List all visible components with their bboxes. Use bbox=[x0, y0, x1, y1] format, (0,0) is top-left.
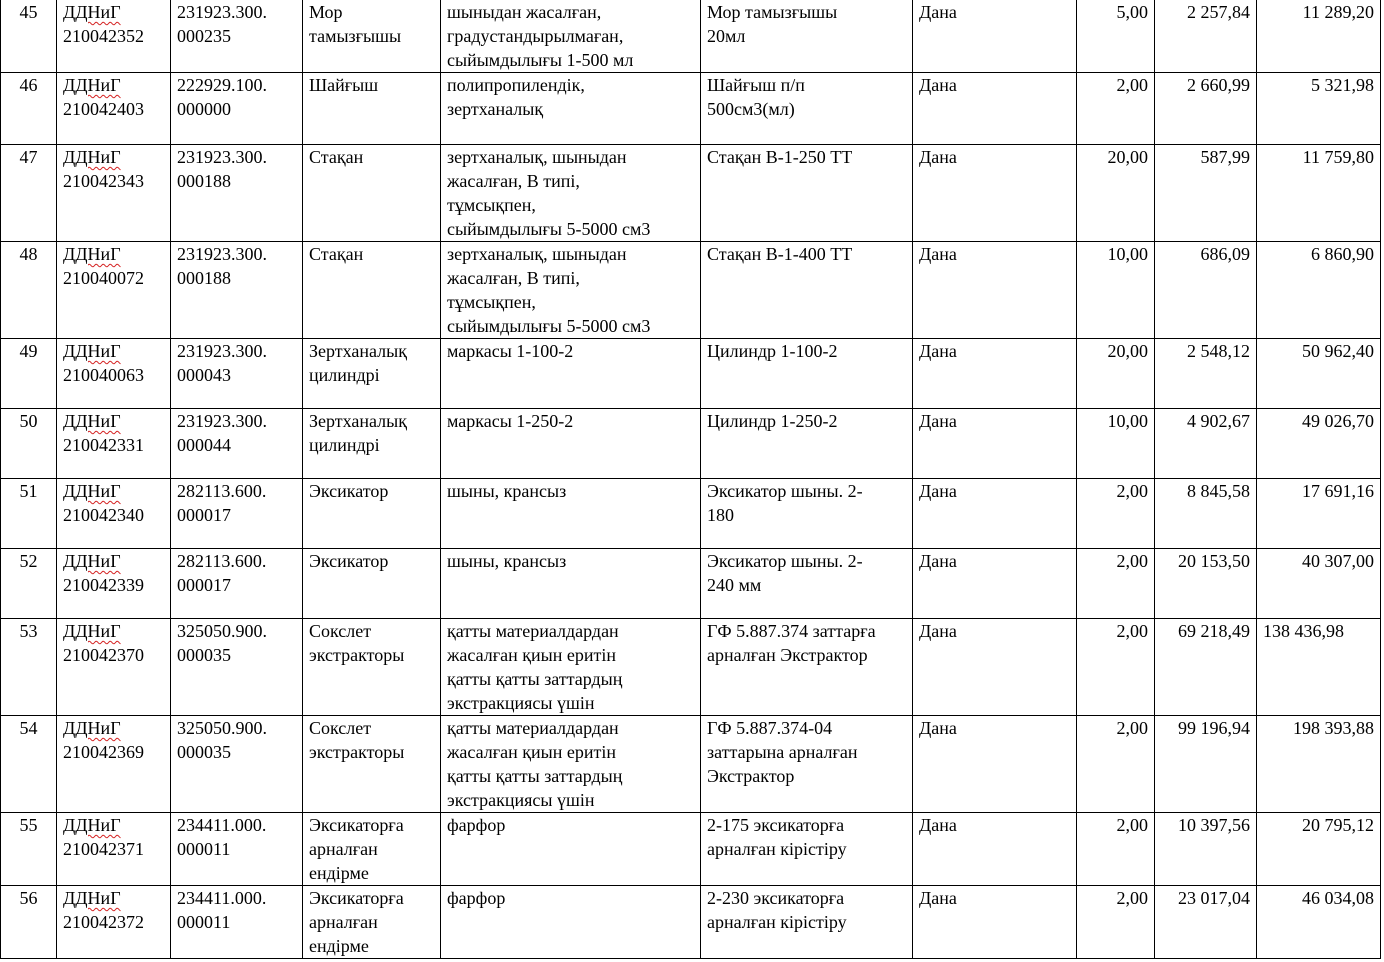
item-code-cell bbox=[57, 479, 171, 549]
table-row bbox=[1, 145, 1381, 242]
item-description-cell: Стақан В-1-400 ТТ bbox=[701, 242, 913, 339]
total-amount-cell: 11 759,80 bbox=[1257, 145, 1381, 242]
item-code-number: 210042352 bbox=[63, 26, 144, 46]
specification-cell: зертханалық, шыныдан жасалған, В типі, тұмсықпен, сыйымдылығы 5-5000 см3 bbox=[441, 242, 701, 339]
item-code-cell bbox=[57, 549, 171, 619]
ktru-code-cell: 325050.900. 000035 bbox=[171, 716, 303, 813]
item-description-cell: Мор тамызғышы 20мл bbox=[701, 0, 913, 73]
quantity-cell: 10,00 bbox=[1077, 242, 1155, 339]
row-number-cell: 55 bbox=[1, 813, 57, 886]
unit-price-cell: 686,09 bbox=[1155, 242, 1257, 339]
unit-cell: Дана bbox=[913, 73, 1077, 145]
ktru-code-cell: 282113.600. 000017 bbox=[171, 479, 303, 549]
table-row bbox=[1, 619, 1381, 716]
item-code-prefix: ДДНиГ bbox=[63, 481, 121, 501]
row-number-cell: 53 bbox=[1, 619, 57, 716]
specification-cell: зертханалық, шыныдан жасалған, В типі, тұмсықпен, сыйымдылығы 5-5000 см3 bbox=[441, 145, 701, 242]
item-name-cell: Шайғыш bbox=[303, 73, 441, 145]
item-code-cell bbox=[57, 145, 171, 242]
total-amount-cell: 49 026,70 bbox=[1257, 409, 1381, 479]
item-name-cell: Мор тамызғышы bbox=[303, 0, 441, 73]
item-code-cell bbox=[57, 242, 171, 339]
total-amount-cell: 5 321,98 bbox=[1257, 73, 1381, 145]
item-code-number: 210042403 bbox=[63, 99, 144, 119]
total-amount-cell: 138 436,98 bbox=[1257, 619, 1381, 716]
item-code-cell bbox=[57, 619, 171, 716]
unit-price-cell: 20 153,50 bbox=[1155, 549, 1257, 619]
item-code-number: 210042372 bbox=[63, 912, 144, 932]
quantity-cell: 2,00 bbox=[1077, 619, 1155, 716]
item-description-cell: Цилиндр 1-250-2 bbox=[701, 409, 913, 479]
item-code-cell bbox=[57, 0, 171, 73]
item-name-cell: Зертханалық цилиндрі bbox=[303, 339, 441, 409]
item-name-cell: Эксикаторға арналған ендірме bbox=[303, 813, 441, 886]
specification-cell: шыныдан жасалған, градустандырылмаған, сыйымдылығы 1-500 мл bbox=[441, 0, 701, 73]
item-code-number: 210042331 bbox=[63, 435, 144, 455]
unit-price-cell: 2 257,84 bbox=[1155, 0, 1257, 73]
total-amount-cell: 198 393,88 bbox=[1257, 716, 1381, 813]
item-code-prefix: ДДНиГ bbox=[63, 75, 121, 95]
quantity-cell: 2,00 bbox=[1077, 479, 1155, 549]
unit-cell: Дана bbox=[913, 549, 1077, 619]
specification-cell: маркасы 1-250-2 bbox=[441, 409, 701, 479]
item-code-number: 210040072 bbox=[63, 268, 144, 288]
specification-cell: қатты материалдардан жасалған қиын еритін қатты қатты заттардың экстракциясы үшін bbox=[441, 619, 701, 716]
unit-price-cell: 2 548,12 bbox=[1155, 339, 1257, 409]
item-description-cell: Стақан В-1-250 ТТ bbox=[701, 145, 913, 242]
row-number-cell: 47 bbox=[1, 145, 57, 242]
item-description-cell: 2-230 эксикаторға арналған кірістіру bbox=[701, 886, 913, 959]
item-code-prefix: ДДНиГ bbox=[63, 621, 121, 641]
total-amount-cell: 46 034,08 bbox=[1257, 886, 1381, 959]
ktru-code-cell: 231923.300. 000188 bbox=[171, 145, 303, 242]
item-name-cell: Эксикатор bbox=[303, 479, 441, 549]
total-amount-cell: 20 795,12 bbox=[1257, 813, 1381, 886]
table-row bbox=[1, 716, 1381, 813]
unit-price-cell: 23 017,04 bbox=[1155, 886, 1257, 959]
item-code-prefix: ДДНиГ bbox=[63, 244, 121, 264]
table-row bbox=[1, 339, 1381, 409]
ktru-code-cell: 231923.300. 000044 bbox=[171, 409, 303, 479]
item-code-number: 210042343 bbox=[63, 171, 144, 191]
item-code-cell bbox=[57, 886, 171, 959]
table-row bbox=[1, 73, 1381, 145]
table-row bbox=[1, 813, 1381, 886]
row-number-cell: 51 bbox=[1, 479, 57, 549]
item-name-cell: Эксикаторға арналған ендірме bbox=[303, 886, 441, 959]
row-number-cell: 50 bbox=[1, 409, 57, 479]
row-number-cell: 56 bbox=[1, 886, 57, 959]
ktru-code-cell: 231923.300. 000188 bbox=[171, 242, 303, 339]
unit-cell: Дана bbox=[913, 145, 1077, 242]
item-code-prefix: ДДНиГ bbox=[63, 551, 121, 571]
item-name-cell: Эксикатор bbox=[303, 549, 441, 619]
specification-cell: фарфор bbox=[441, 813, 701, 886]
item-code-cell bbox=[57, 409, 171, 479]
item-description-cell: Цилиндр 1-100-2 bbox=[701, 339, 913, 409]
specification-cell: қатты материалдардан жасалған қиын еритін қатты қатты заттардың экстракциясы үшін bbox=[441, 716, 701, 813]
ktru-code-cell: 231923.300. 000235 bbox=[171, 0, 303, 73]
item-description-cell: 2-175 эксикаторға арналған кірістіру bbox=[701, 813, 913, 886]
item-code-cell bbox=[57, 73, 171, 145]
unit-cell: Дана bbox=[913, 716, 1077, 813]
item-code-number: 210042370 bbox=[63, 645, 144, 665]
quantity-cell: 2,00 bbox=[1077, 716, 1155, 813]
item-name-cell: Сокслет экстракторы bbox=[303, 619, 441, 716]
table-row bbox=[1, 0, 1381, 73]
unit-price-cell: 99 196,94 bbox=[1155, 716, 1257, 813]
item-code-prefix: ДДНиГ bbox=[63, 411, 121, 431]
item-code-prefix: ДДНиГ bbox=[63, 815, 121, 835]
item-code-number: 210042339 bbox=[63, 575, 144, 595]
row-number-cell: 45 bbox=[1, 0, 57, 73]
total-amount-cell: 17 691,16 bbox=[1257, 479, 1381, 549]
item-code-cell bbox=[57, 813, 171, 886]
unit-cell: Дана bbox=[913, 0, 1077, 73]
item-name-cell: Стақан bbox=[303, 242, 441, 339]
table-body bbox=[1, 0, 1381, 959]
ktru-code-cell: 234411.000. 000011 bbox=[171, 886, 303, 959]
item-description-cell: Эксикатор шыны. 2- 240 мм bbox=[701, 549, 913, 619]
unit-cell: Дана bbox=[913, 339, 1077, 409]
item-code-number: 210042371 bbox=[63, 839, 144, 859]
item-description-cell: ГФ 5.887.374-04 заттарына арналған Экстрактор bbox=[701, 716, 913, 813]
total-amount-cell: 40 307,00 bbox=[1257, 549, 1381, 619]
unit-cell: Дана bbox=[913, 409, 1077, 479]
unit-cell: Дана bbox=[913, 479, 1077, 549]
specification-cell: полипропилендік, зертханалық bbox=[441, 73, 701, 145]
item-description-cell: Эксикатор шыны. 2- 180 bbox=[701, 479, 913, 549]
unit-price-cell: 587,99 bbox=[1155, 145, 1257, 242]
quantity-cell: 2,00 bbox=[1077, 73, 1155, 145]
item-code-prefix: ДДНиГ bbox=[63, 147, 121, 167]
unit-price-cell: 10 397,56 bbox=[1155, 813, 1257, 886]
table-row bbox=[1, 242, 1381, 339]
table-row bbox=[1, 479, 1381, 549]
total-amount-cell: 6 860,90 bbox=[1257, 242, 1381, 339]
quantity-cell: 2,00 bbox=[1077, 813, 1155, 886]
item-code-cell bbox=[57, 716, 171, 813]
specification-cell: фарфор bbox=[441, 886, 701, 959]
item-description-cell: Шайғыш п/п 500см3(мл) bbox=[701, 73, 913, 145]
ktru-code-cell: 234411.000. 000011 bbox=[171, 813, 303, 886]
ktru-code-cell: 325050.900. 000035 bbox=[171, 619, 303, 716]
quantity-cell: 20,00 bbox=[1077, 339, 1155, 409]
item-code-number: 210042340 bbox=[63, 505, 144, 525]
quantity-cell: 2,00 bbox=[1077, 886, 1155, 959]
unit-cell: Дана bbox=[913, 242, 1077, 339]
quantity-cell: 10,00 bbox=[1077, 409, 1155, 479]
unit-price-cell: 2 660,99 bbox=[1155, 73, 1257, 145]
row-number-cell: 46 bbox=[1, 73, 57, 145]
row-number-cell: 48 bbox=[1, 242, 57, 339]
specification-cell: шыны, крансыз bbox=[441, 479, 701, 549]
ktru-code-cell: 231923.300. 000043 bbox=[171, 339, 303, 409]
row-number-cell: 54 bbox=[1, 716, 57, 813]
item-code-number: 210042369 bbox=[63, 742, 144, 762]
item-code-prefix: ДДНиГ bbox=[63, 718, 121, 738]
unit-cell: Дана bbox=[913, 886, 1077, 959]
item-code-number: 210040063 bbox=[63, 365, 144, 385]
specification-cell: маркасы 1-100-2 bbox=[441, 339, 701, 409]
table-row bbox=[1, 549, 1381, 619]
unit-price-cell: 4 902,67 bbox=[1155, 409, 1257, 479]
unit-cell: Дана bbox=[913, 619, 1077, 716]
quantity-cell: 5,00 bbox=[1077, 0, 1155, 73]
item-name-cell: Зертханалық цилиндрі bbox=[303, 409, 441, 479]
item-name-cell: Сокслет экстракторы bbox=[303, 716, 441, 813]
unit-price-cell: 8 845,58 bbox=[1155, 479, 1257, 549]
item-code-prefix: ДДНиГ bbox=[63, 341, 121, 361]
item-code-prefix: ДДНиГ bbox=[63, 888, 121, 908]
ktru-code-cell: 282113.600. 000017 bbox=[171, 549, 303, 619]
table-row bbox=[1, 409, 1381, 479]
row-number-cell: 49 bbox=[1, 339, 57, 409]
item-code-cell bbox=[57, 339, 171, 409]
quantity-cell: 2,00 bbox=[1077, 549, 1155, 619]
item-description-cell: ГФ 5.887.374 заттарға арналған Экстрактор bbox=[701, 619, 913, 716]
total-amount-cell: 11 289,20 bbox=[1257, 0, 1381, 73]
specification-cell: шыны, крансыз bbox=[441, 549, 701, 619]
total-amount-cell: 50 962,40 bbox=[1257, 339, 1381, 409]
item-name-cell: Стақан bbox=[303, 145, 441, 242]
unit-cell: Дана bbox=[913, 813, 1077, 886]
row-number-cell: 52 bbox=[1, 549, 57, 619]
table-row bbox=[1, 886, 1381, 959]
item-code-prefix: ДДНиГ bbox=[63, 2, 121, 22]
unit-price-cell: 69 218,49 bbox=[1155, 619, 1257, 716]
quantity-cell: 20,00 bbox=[1077, 145, 1155, 242]
ktru-code-cell: 222929.100. 000000 bbox=[171, 73, 303, 145]
